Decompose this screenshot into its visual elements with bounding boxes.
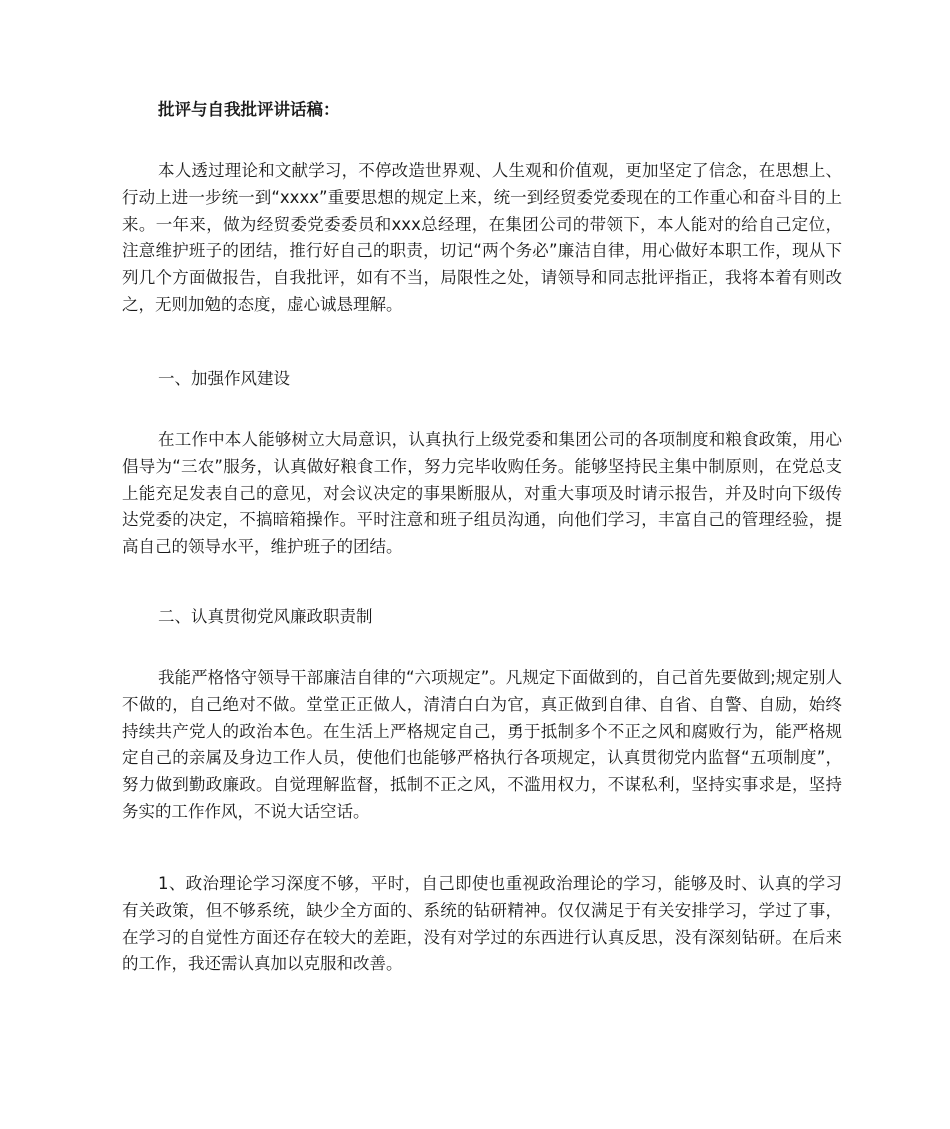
- section-1-paragraph: 在工作中本人能够树立大局意识，认真执行上级党委和集团公司的各项制度和粮食政策，用心倡导为“三农”服务，认真做好粮食工作，努力完毕收购任务。能够坚持民主集中制原则，在党总支上能充足发表自己的意见，对会议决定的事果断服从，对重大事项及时请示报告，并及时向下级传达党委的决定，不搞暗箱操作。平时注意和班子组员沟通，向他们学习，丰富自己的管理经验，提高自己的领导水平，维护班子的团结。: [122, 430, 842, 557]
- intro-paragraph: 本人透过理论和文献学习，不停改造世界观、人生观和价值观，更加坚定了信念，在思想上、行动上进一步统一到“xxxx”重要思想的规定上来，统一到经贸委党委现在的工作重心和奋斗目的上来。一年来，做为经贸委党委委员和xxx总经理，在集团公司的带领下，本人能对的给自己定位，注意维护班子的团结，推行好自己的职责，切记“两个务必”廉洁自律，用心做好本职工作，现从下列几个方面做报告，自我批评，如有不当，局限性之处，请领导和同志批评指正，我将本着有则改之，无则加勉的态度，虚心诚恳理解。: [122, 161, 842, 314]
- section-2-paragraph: 我能严格恪守领导干部廉洁自律的“六项规定”。凡规定下面做到的，自己首先要做到;规定别人不做的，自己绝对不做。堂堂正正做人，清清白白为官，真正做到自律、自省、自警、自励，始终持续共产党人的政治本色。在生活上严格规定自己，勇于抵制多个不正之风和腐败行为，能严格规定自己的亲属及身边工作人员，使他们也能够严格执行各项规定，认真贯彻党内监督“五项制度”，努力做到勤政廉政。自觉理解监督，抵制不正之风，不滥用权力，不谋私利，坚持实事求是，坚持务实的工作作风，不说大话空话。: [122, 668, 842, 821]
- document-title: 批评与自我批评讲话稿：: [158, 100, 340, 119]
- point-1-paragraph: 1、政治理论学习深度不够，平时，自己即使也重视政治理论的学习，能够及时、认真的学习有关政策，但不够系统，缺少全方面的、系统的钻研精神。仅仅满足于有关安排学习，学过了事，在学习的自觉性方面还存在较大的差距，没有对学过的东西进行认真反思，没有深刻钻研。在后来的工作，我还需认真加以克服和改善。: [122, 874, 842, 974]
- section-1-heading: 一、加强作风建设: [158, 369, 290, 388]
- section-2-heading: 二、认真贯彻党风廉政职责制: [158, 607, 373, 626]
